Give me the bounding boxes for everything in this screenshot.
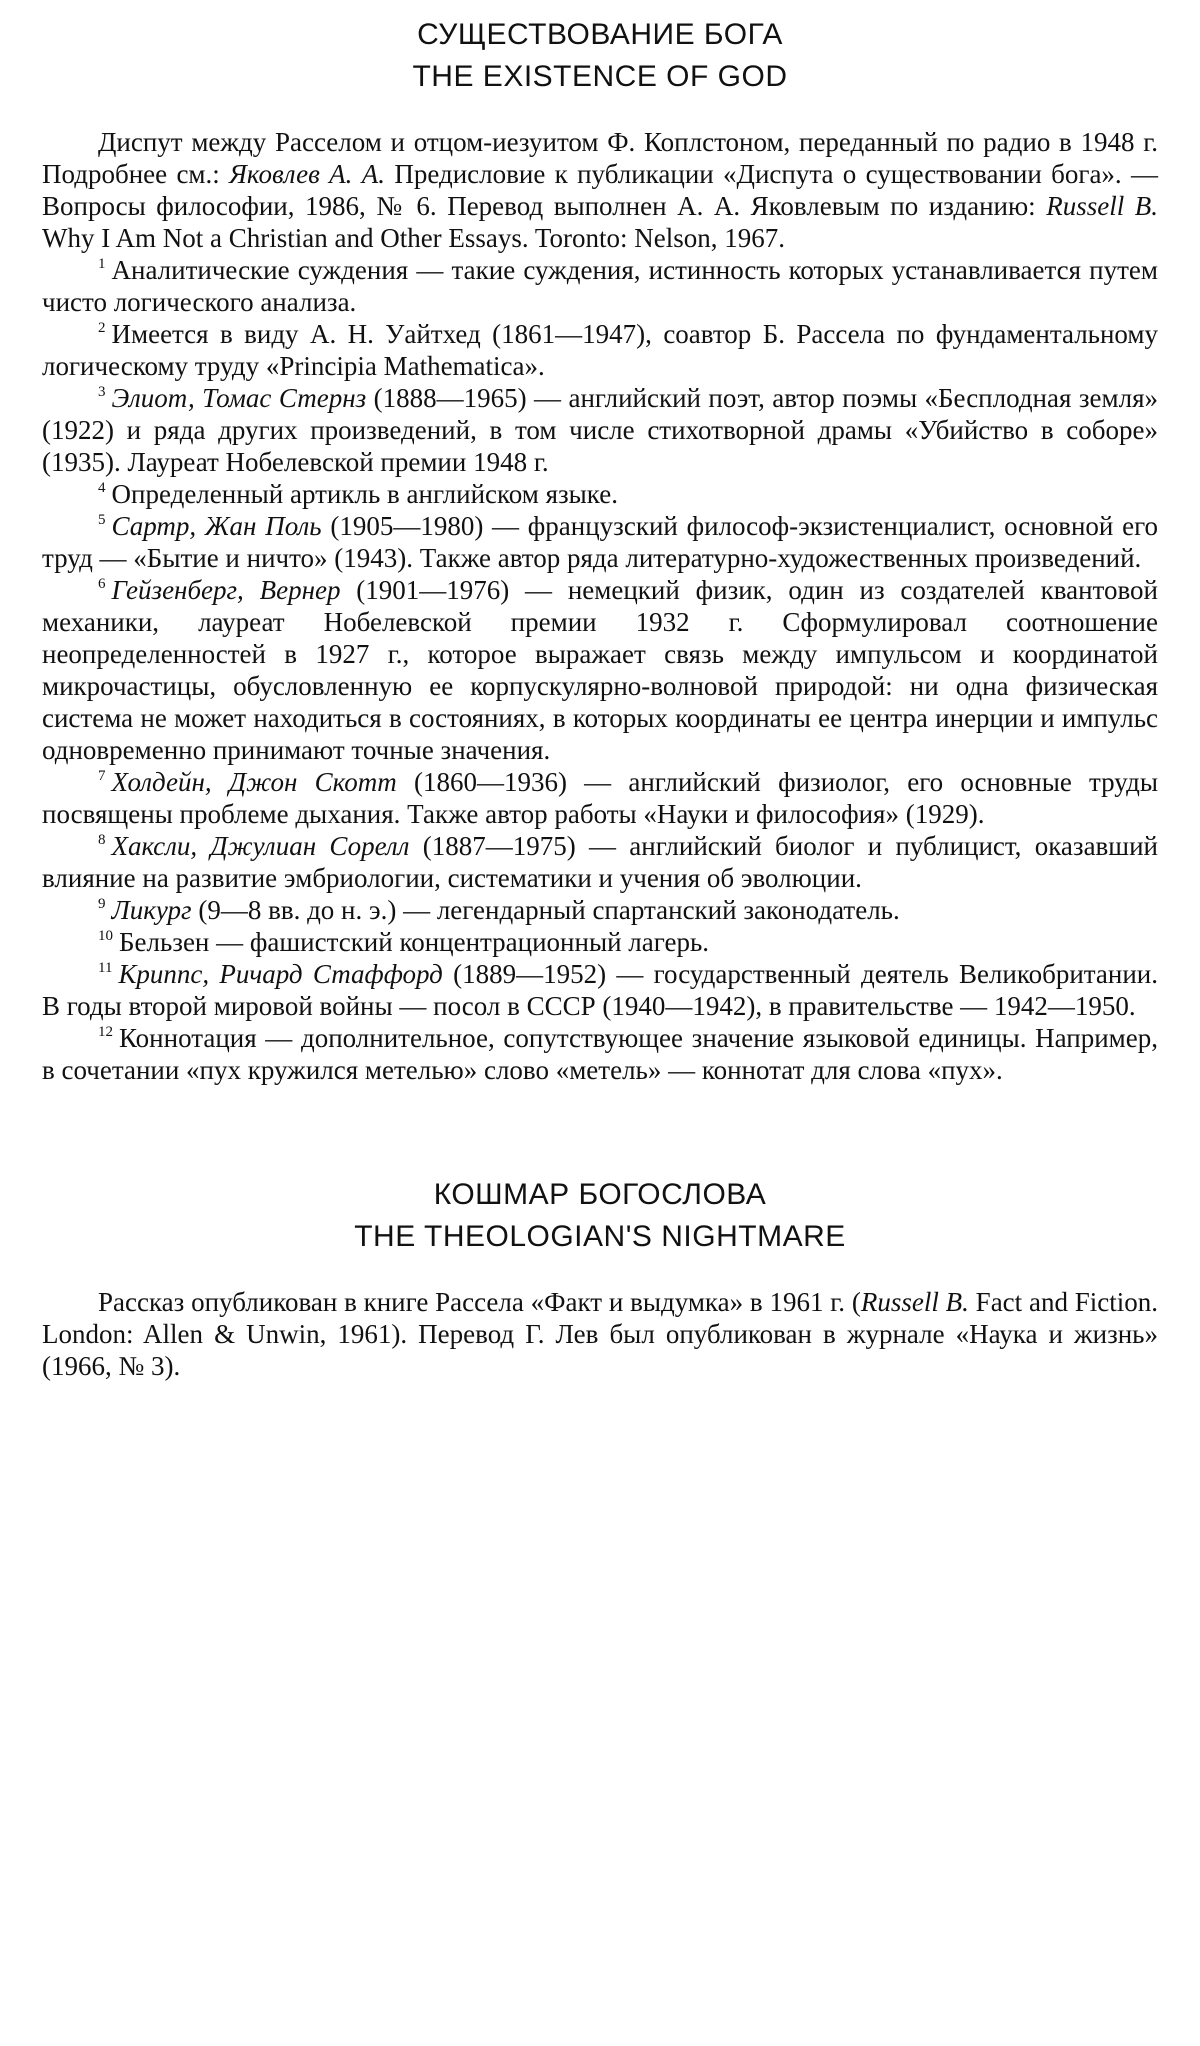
author-reference: Яковлев А. А. xyxy=(229,159,386,189)
footnote-number: 6 xyxy=(98,576,106,592)
footnote-person-name: Хаксли, Джулиан Сорелл xyxy=(111,831,410,861)
footnote-number: 12 xyxy=(98,1024,113,1040)
footnote-number: 9 xyxy=(98,896,106,912)
footnote xyxy=(42,382,1158,478)
footnote xyxy=(42,926,1158,958)
footnote-number: 3 xyxy=(98,384,106,400)
footnote-text: Определенный артикль в английском языке. xyxy=(111,479,618,509)
section-title-ru: КОШМАР БОГОСЛОВА xyxy=(433,1178,767,1211)
footnote-number: 7 xyxy=(98,768,106,784)
footnote xyxy=(42,766,1158,830)
section-title-en: THE EXISTENCE OF GOD xyxy=(412,60,788,93)
section-theologians-nightmare xyxy=(42,1174,1158,1382)
footnote-number: 11 xyxy=(98,960,113,976)
footnote xyxy=(42,574,1158,766)
footnote xyxy=(42,958,1158,1022)
footnote-text: (1888—1965) — английский поэт, автор поэмы «Бесплодная земля» (1922) и ряда других произведений, в том числе стихотворной драмы «Убийство в соборе» (1935). Лауреат Нобелевской премии 1948 г. xyxy=(42,383,1158,477)
footnote-text: (1887—1975) — английский биолог и публицист, оказавший влияние на развитие эмбриологии, систематики и учения об эволюции. xyxy=(42,831,1158,893)
footnote xyxy=(42,510,1158,574)
footnote xyxy=(42,1022,1158,1086)
footnote xyxy=(42,830,1158,894)
footnote-person-name: Ликург xyxy=(111,895,192,925)
footnote-text: (1889—1952) — государственный деятель Великобритании. В годы второй мировой войны — посол в СССР (1940—1942), в правительстве — 1942—1950. xyxy=(42,959,1159,1021)
section-existence-of-god xyxy=(42,14,1158,1086)
footnote xyxy=(42,894,1158,926)
footnote-number: 5 xyxy=(98,512,106,528)
footnote-text: Коннотация — дополнительное, сопутствующее значение языковой единицы. Например, в сочетании «пух кружился метелью» слово «метель» — коннотат для слова «пух». xyxy=(42,1023,1158,1085)
footnote-text: (1860—1936) — английский физиолог, его основные труды посвящены проблеме дыхания. Также автор работы «Науки и философия» (1929). xyxy=(42,767,1158,829)
footnotes-list xyxy=(42,254,1158,1086)
intro-text-2: Fact and Fiction. London: Allen & Unwin, 1961). Перевод Г. Лев был опубликован в журнале «Наука и жизнь» (1966, № 3). xyxy=(42,1287,1159,1381)
section-title-ru: СУЩЕСТВОВАНИЕ БОГА xyxy=(417,18,783,51)
intro-paragraph xyxy=(42,126,1158,254)
author-reference: Russell B. xyxy=(1046,191,1158,221)
footnote-text: Имеется в виду А. Н. Уайтхед (1861—1947), соавтор Б. Рассела по фундаментальному логическому труду «Principia Mathematica». xyxy=(42,319,1158,381)
intro-paragraph xyxy=(42,1286,1158,1382)
footnote-person-name: Гейзенберг, Вернер xyxy=(111,575,341,605)
intro-text-2: Предисловие к публикации «Диспута о существовании бога». — Вопросы философии, 1986, № 6. Перевод выполнен А. А. Яковлевым по изданию: xyxy=(42,159,1159,221)
footnote xyxy=(42,254,1158,318)
intro-text-1: Рассказ опубликован в книге Рассела «Факт и выдумка» в 1961 г. ( xyxy=(98,1287,861,1317)
footnote-text: (9—8 вв. до н. э.) — легендарный спартанский законодатель. xyxy=(191,895,900,925)
footnote-number: 10 xyxy=(98,928,113,944)
footnote-person-name: Элиот, Томас Стернз xyxy=(111,383,367,413)
footnote-person-name: Холдейн, Джон Скотт xyxy=(111,767,397,797)
footnote-text: Бельзен — фашистский концентрационный лагерь. xyxy=(119,927,710,957)
footnote-text: (1905—1980) — французский философ-экзистенциалист, основной его труд — «Бытие и ничто» (1943). Также автор ряда литературно-художественных произведений. xyxy=(42,511,1158,573)
footnote-person-name: Сартр, Жан Поль xyxy=(111,511,322,541)
footnote xyxy=(42,478,1158,510)
intro-text-3: Why I Am Not a Christian and Other Essays. Toronto: Nelson, 1967. xyxy=(42,223,786,253)
footnote-number: 4 xyxy=(98,480,106,496)
page xyxy=(42,14,1158,1382)
footnote-person-name: Криппс, Ричард Стаффорд xyxy=(118,959,443,989)
footnote xyxy=(42,318,1158,382)
intro-text-1: Диспут между Расселом и отцом-иезуитом Ф. Коплстоном, переданный по радио в 1948 г. Подробнее см.: xyxy=(42,127,1158,189)
footnote-text: Аналитические суждения — такие суждения, истинность которых устанавливается путем чисто логического анализа. xyxy=(42,255,1158,317)
footnote-number: 8 xyxy=(98,832,106,848)
author-reference: Russell B. xyxy=(860,1287,969,1317)
footnote-text: (1901—1976) — немецкий физик, один из создателей квантовой механики, лауреат Нобелевской премии 1932 г. Сформулировал соотношение неопределенностей в 1927 г., которое выражает связь между импульсом и координатой микрочастицы, обусловленную ее корпускулярно-волновой природой: ни одна физическая система не может находиться в состояниях, в которых координаты ее центра инерции и импульс одновременно принимают точные значения. xyxy=(42,575,1159,765)
footnote-number: 1 xyxy=(98,256,106,272)
section-title-en: THE THEOLOGIAN'S NIGHTMARE xyxy=(354,1220,846,1253)
footnote-number: 2 xyxy=(98,320,106,336)
